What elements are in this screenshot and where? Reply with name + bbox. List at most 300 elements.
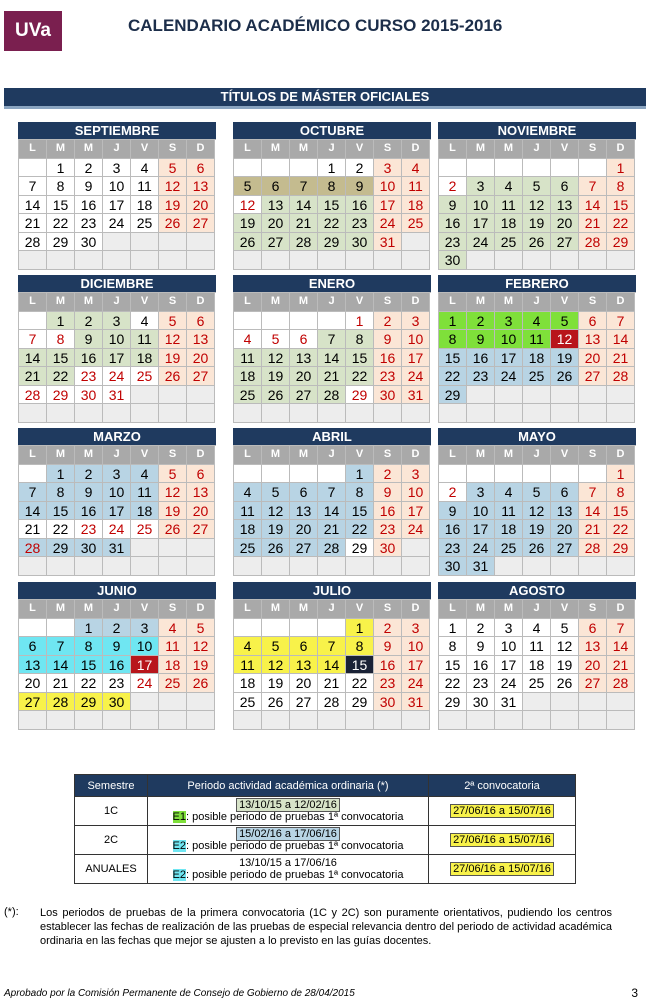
empty-cell xyxy=(579,465,607,484)
period-note: : posible periodo de pruebas 1ª convocatoria xyxy=(185,869,404,881)
empty-cell xyxy=(19,404,47,423)
day-cell: 13 xyxy=(551,502,579,521)
weekday-header: J xyxy=(523,293,551,312)
day-cell: 27 xyxy=(187,214,215,233)
weekday-header: M xyxy=(467,140,495,159)
day-cell: 1 xyxy=(607,159,635,178)
month-febrero xyxy=(438,275,636,423)
empty-cell xyxy=(607,711,635,730)
day-cell: 3 xyxy=(103,312,131,331)
day-cell: 21 xyxy=(607,656,635,675)
day-cell: 19 xyxy=(262,520,290,539)
weekday-header: D xyxy=(187,600,215,619)
day-cell: 16 xyxy=(374,656,402,675)
empty-cell xyxy=(234,619,262,638)
day-cell: 17 xyxy=(103,196,131,215)
day-cell: 10 xyxy=(103,177,131,196)
day-cell: 26 xyxy=(262,693,290,712)
weekday-header: L xyxy=(439,600,467,619)
empty-cell xyxy=(467,159,495,178)
empty-cell xyxy=(47,251,75,270)
day-cell: 29 xyxy=(75,693,103,712)
weekday-header: V xyxy=(131,140,159,159)
day-cell: 7 xyxy=(579,177,607,196)
day-cell: 23 xyxy=(439,233,467,252)
day-cell: 13 xyxy=(19,656,47,675)
day-cell: 25 xyxy=(523,674,551,693)
day-cell: 23 xyxy=(467,674,495,693)
day-cell: 19 xyxy=(159,502,187,521)
month-name: SEPTIEMBRE xyxy=(18,122,216,139)
empty-cell xyxy=(187,557,215,576)
weekday-header: M xyxy=(75,140,103,159)
periods-table xyxy=(74,774,576,884)
day-cell: 4 xyxy=(523,619,551,638)
month-noviembre xyxy=(438,122,636,270)
weekday-header: L xyxy=(234,140,262,159)
day-cell: 16 xyxy=(467,656,495,675)
day-cell: 21 xyxy=(318,520,346,539)
day-cell: 7 xyxy=(607,312,635,331)
day-cell: 2 xyxy=(467,619,495,638)
day-cell: 17 xyxy=(131,656,159,675)
day-cell: 10 xyxy=(131,637,159,656)
empty-cell xyxy=(439,159,467,178)
day-cell: 28 xyxy=(318,693,346,712)
day-cell: 18 xyxy=(523,656,551,675)
empty-cell xyxy=(19,312,47,331)
day-cell: 17 xyxy=(402,349,430,368)
empty-cell xyxy=(523,386,551,405)
weekday-header: S xyxy=(159,140,187,159)
day-cell: 15 xyxy=(318,196,346,215)
day-cell: 18 xyxy=(234,674,262,693)
day-cell: 30 xyxy=(374,539,402,558)
empty-cell xyxy=(523,404,551,423)
day-cell: 22 xyxy=(47,214,75,233)
empty-cell xyxy=(374,251,402,270)
day-cell: 27 xyxy=(290,539,318,558)
day-cell: 8 xyxy=(607,483,635,502)
day-cell: 14 xyxy=(318,656,346,675)
day-cell: 25 xyxy=(402,214,430,233)
empty-cell xyxy=(131,404,159,423)
weekday-header: V xyxy=(346,600,374,619)
day-cell: 28 xyxy=(47,693,75,712)
day-cell: 14 xyxy=(607,637,635,656)
day-cell: 18 xyxy=(402,196,430,215)
empty-cell xyxy=(318,404,346,423)
weekday-header: S xyxy=(579,446,607,465)
weekday-header: J xyxy=(318,446,346,465)
day-cell: 9 xyxy=(467,637,495,656)
day-cell: 29 xyxy=(439,693,467,712)
day-cell: 29 xyxy=(47,386,75,405)
day-cell: 2 xyxy=(75,159,103,178)
empty-cell xyxy=(290,557,318,576)
row-sem: 2C xyxy=(75,826,148,855)
day-cell: 30 xyxy=(75,233,103,252)
day-cell: 12 xyxy=(262,656,290,675)
weekday-header: M xyxy=(495,140,523,159)
day-cell: 22 xyxy=(346,367,374,386)
day-cell: 17 xyxy=(103,502,131,521)
day-cell: 20 xyxy=(290,520,318,539)
day-cell: 29 xyxy=(346,386,374,405)
weekday-header: V xyxy=(551,293,579,312)
day-cell: 7 xyxy=(607,619,635,638)
empty-cell xyxy=(374,404,402,423)
weekday-header: M xyxy=(262,600,290,619)
day-cell: 11 xyxy=(234,349,262,368)
day-cell: 8 xyxy=(318,177,346,196)
day-cell: 25 xyxy=(131,367,159,386)
weekday-header: S xyxy=(159,600,187,619)
row-conv xyxy=(429,855,576,884)
day-cell: 16 xyxy=(346,196,374,215)
day-cell: 20 xyxy=(551,520,579,539)
day-cell: 26 xyxy=(159,214,187,233)
row-sem: 1C xyxy=(75,797,148,826)
day-cell: 14 xyxy=(19,196,47,215)
day-cell: 16 xyxy=(75,196,103,215)
day-cell: 25 xyxy=(234,539,262,558)
day-cell: 7 xyxy=(318,330,346,349)
weekday-header: D xyxy=(607,446,635,465)
day-cell: 10 xyxy=(103,330,131,349)
day-cell: 8 xyxy=(47,330,75,349)
day-cell: 2 xyxy=(75,312,103,331)
month-name: DICIEMBRE xyxy=(18,275,216,292)
day-cell: 28 xyxy=(318,539,346,558)
weekday-header: J xyxy=(318,293,346,312)
weekday-header: S xyxy=(374,600,402,619)
day-cell: 10 xyxy=(467,196,495,215)
day-cell: 14 xyxy=(47,656,75,675)
empty-cell xyxy=(262,557,290,576)
weekday-header: S xyxy=(579,293,607,312)
day-cell: 22 xyxy=(439,367,467,386)
empty-cell xyxy=(495,465,523,484)
day-cell: 12 xyxy=(551,637,579,656)
empty-cell xyxy=(262,312,290,331)
empty-cell xyxy=(234,251,262,270)
day-cell: 5 xyxy=(523,177,551,196)
day-cell: 2 xyxy=(467,312,495,331)
day-cell: 10 xyxy=(495,637,523,656)
day-cell: 16 xyxy=(439,520,467,539)
day-cell: 24 xyxy=(103,214,131,233)
day-cell: 30 xyxy=(75,386,103,405)
weekday-header: L xyxy=(234,293,262,312)
weekday-header: V xyxy=(551,140,579,159)
day-cell: 4 xyxy=(523,312,551,331)
empty-cell xyxy=(131,386,159,405)
day-cell: 9 xyxy=(439,502,467,521)
month-days xyxy=(233,292,431,423)
day-cell: 3 xyxy=(495,619,523,638)
weekday-header: M xyxy=(75,446,103,465)
day-cell: 5 xyxy=(159,312,187,331)
day-cell: 3 xyxy=(402,619,430,638)
day-cell: 26 xyxy=(523,233,551,252)
empty-cell xyxy=(234,312,262,331)
day-cell: 25 xyxy=(495,233,523,252)
day-cell: 18 xyxy=(495,214,523,233)
empty-cell xyxy=(159,711,187,730)
empty-cell xyxy=(551,465,579,484)
day-cell: 1 xyxy=(75,619,103,638)
empty-cell xyxy=(467,711,495,730)
day-cell: 31 xyxy=(103,539,131,558)
day-cell: 25 xyxy=(523,367,551,386)
empty-cell xyxy=(439,465,467,484)
day-cell: 19 xyxy=(159,196,187,215)
empty-cell xyxy=(374,557,402,576)
day-cell: 26 xyxy=(187,674,215,693)
day-cell: 10 xyxy=(402,637,430,656)
day-cell: 27 xyxy=(551,539,579,558)
empty-cell xyxy=(234,465,262,484)
weekday-header: M xyxy=(495,293,523,312)
weekday-header: M xyxy=(290,600,318,619)
empty-cell xyxy=(131,251,159,270)
empty-cell xyxy=(290,711,318,730)
col-convocatoria: 2ª convocatoria xyxy=(429,775,576,797)
day-cell: 22 xyxy=(439,674,467,693)
empty-cell xyxy=(103,233,131,252)
weekday-header: D xyxy=(607,600,635,619)
day-cell: 20 xyxy=(187,196,215,215)
conv-range: 27/06/16 a 15/07/16 xyxy=(450,862,554,876)
day-cell: 29 xyxy=(607,539,635,558)
day-cell: 23 xyxy=(374,367,402,386)
day-cell: 17 xyxy=(495,656,523,675)
day-cell: 4 xyxy=(159,619,187,638)
empty-cell xyxy=(551,159,579,178)
weekday-header: S xyxy=(579,140,607,159)
day-cell: 22 xyxy=(47,520,75,539)
weekday-header: D xyxy=(402,140,430,159)
empty-cell xyxy=(318,312,346,331)
row-period xyxy=(148,826,429,855)
day-cell: 3 xyxy=(103,465,131,484)
month-agosto xyxy=(438,582,636,730)
empty-cell xyxy=(579,557,607,576)
weekday-header: M xyxy=(290,446,318,465)
day-cell: 14 xyxy=(318,502,346,521)
day-cell: 13 xyxy=(187,330,215,349)
day-cell: 1 xyxy=(346,312,374,331)
day-cell: 20 xyxy=(262,214,290,233)
day-cell: 21 xyxy=(607,349,635,368)
empty-cell xyxy=(495,557,523,576)
day-cell: 4 xyxy=(131,159,159,178)
empty-cell xyxy=(579,251,607,270)
day-cell: 19 xyxy=(551,349,579,368)
row-sem: ANUALES xyxy=(75,855,148,884)
day-cell: 14 xyxy=(19,349,47,368)
day-cell: 31 xyxy=(402,386,430,405)
weekday-header: V xyxy=(131,293,159,312)
day-cell: 31 xyxy=(402,693,430,712)
empty-cell xyxy=(290,251,318,270)
day-cell: 26 xyxy=(234,233,262,252)
day-cell: 21 xyxy=(318,674,346,693)
day-cell: 19 xyxy=(262,367,290,386)
empty-cell xyxy=(523,251,551,270)
empty-cell xyxy=(374,711,402,730)
day-cell: 17 xyxy=(402,656,430,675)
day-cell: 19 xyxy=(551,656,579,675)
month-name: NOVIEMBRE xyxy=(438,122,636,139)
period-tag: E2 xyxy=(172,869,186,881)
day-cell: 4 xyxy=(131,312,159,331)
day-cell: 20 xyxy=(551,214,579,233)
empty-cell xyxy=(318,465,346,484)
weekday-header: M xyxy=(47,600,75,619)
weekday-header: L xyxy=(234,600,262,619)
empty-cell xyxy=(439,404,467,423)
empty-cell xyxy=(19,251,47,270)
day-cell: 11 xyxy=(523,637,551,656)
day-cell: 28 xyxy=(607,674,635,693)
day-cell: 7 xyxy=(19,483,47,502)
empty-cell xyxy=(262,465,290,484)
day-cell: 24 xyxy=(103,520,131,539)
period-range: 13/10/15 a 17/06/16 xyxy=(239,857,337,869)
empty-cell xyxy=(75,711,103,730)
day-cell: 29 xyxy=(346,539,374,558)
day-cell: 10 xyxy=(467,502,495,521)
empty-cell xyxy=(607,251,635,270)
day-cell: 11 xyxy=(402,177,430,196)
day-cell: 16 xyxy=(75,502,103,521)
day-cell: 8 xyxy=(607,177,635,196)
empty-cell xyxy=(262,251,290,270)
month-days xyxy=(438,599,636,730)
empty-cell xyxy=(234,557,262,576)
day-cell: 3 xyxy=(131,619,159,638)
weekday-header: S xyxy=(159,446,187,465)
day-cell: 5 xyxy=(262,330,290,349)
day-cell: 11 xyxy=(159,637,187,656)
empty-cell xyxy=(103,557,131,576)
empty-cell xyxy=(234,404,262,423)
day-cell: 10 xyxy=(103,483,131,502)
weekday-header: S xyxy=(159,293,187,312)
day-cell: 8 xyxy=(439,637,467,656)
weekday-header: M xyxy=(75,293,103,312)
page-title: CALENDARIO ACADÉMICO CURSO 2015-2016 xyxy=(128,16,503,35)
weekday-header: J xyxy=(523,140,551,159)
day-cell: 12 xyxy=(551,330,579,349)
day-cell: 30 xyxy=(103,693,131,712)
weekday-header: M xyxy=(467,600,495,619)
period-tag: E2 xyxy=(172,840,186,852)
day-cell: 4 xyxy=(131,465,159,484)
day-cell: 12 xyxy=(159,483,187,502)
day-cell: 6 xyxy=(187,465,215,484)
period-note: : posible periodo de pruebas 1ª convocatoria xyxy=(185,840,404,852)
month-name: MARZO xyxy=(18,428,216,445)
empty-cell xyxy=(159,404,187,423)
empty-cell xyxy=(551,386,579,405)
month-days xyxy=(438,292,636,423)
empty-cell xyxy=(523,557,551,576)
day-cell: 28 xyxy=(290,233,318,252)
day-cell: 1 xyxy=(47,159,75,178)
day-cell: 25 xyxy=(234,693,262,712)
day-cell: 27 xyxy=(551,233,579,252)
weekday-header: S xyxy=(374,293,402,312)
weekday-header: V xyxy=(551,446,579,465)
day-cell: 17 xyxy=(467,520,495,539)
empty-cell xyxy=(131,693,159,712)
weekday-header: D xyxy=(607,293,635,312)
day-cell: 9 xyxy=(75,483,103,502)
day-cell: 23 xyxy=(439,539,467,558)
empty-cell xyxy=(75,557,103,576)
day-cell: 16 xyxy=(75,349,103,368)
day-cell: 3 xyxy=(103,159,131,178)
empty-cell xyxy=(19,465,47,484)
day-cell: 9 xyxy=(374,637,402,656)
empty-cell xyxy=(402,404,430,423)
day-cell: 9 xyxy=(346,177,374,196)
day-cell: 27 xyxy=(290,386,318,405)
day-cell: 9 xyxy=(374,330,402,349)
day-cell: 6 xyxy=(19,637,47,656)
empty-cell xyxy=(187,711,215,730)
day-cell: 17 xyxy=(495,349,523,368)
empty-cell xyxy=(262,711,290,730)
day-cell: 12 xyxy=(262,349,290,368)
empty-cell xyxy=(234,711,262,730)
month-days xyxy=(438,139,636,270)
day-cell: 27 xyxy=(262,233,290,252)
day-cell: 7 xyxy=(579,483,607,502)
day-cell: 9 xyxy=(75,330,103,349)
day-cell: 18 xyxy=(234,367,262,386)
day-cell: 12 xyxy=(523,502,551,521)
empty-cell xyxy=(579,693,607,712)
day-cell: 1 xyxy=(439,619,467,638)
day-cell: 7 xyxy=(19,330,47,349)
col-periodo: Periodo actividad académica ordinaria (*) xyxy=(148,775,429,797)
empty-cell xyxy=(551,404,579,423)
day-cell: 2 xyxy=(374,619,402,638)
day-cell: 9 xyxy=(467,330,495,349)
day-cell: 24 xyxy=(467,539,495,558)
day-cell: 6 xyxy=(262,177,290,196)
day-cell: 31 xyxy=(103,386,131,405)
day-cell: 20 xyxy=(187,349,215,368)
empty-cell xyxy=(523,693,551,712)
day-cell: 28 xyxy=(19,539,47,558)
weekday-header: J xyxy=(103,600,131,619)
day-cell: 6 xyxy=(290,483,318,502)
day-cell: 23 xyxy=(75,367,103,386)
day-cell: 6 xyxy=(290,637,318,656)
day-cell: 1 xyxy=(47,312,75,331)
day-cell: 23 xyxy=(374,520,402,539)
day-cell: 5 xyxy=(187,619,215,638)
day-cell: 12 xyxy=(262,502,290,521)
weekday-header: V xyxy=(346,446,374,465)
empty-cell xyxy=(159,557,187,576)
weekday-header: L xyxy=(19,293,47,312)
